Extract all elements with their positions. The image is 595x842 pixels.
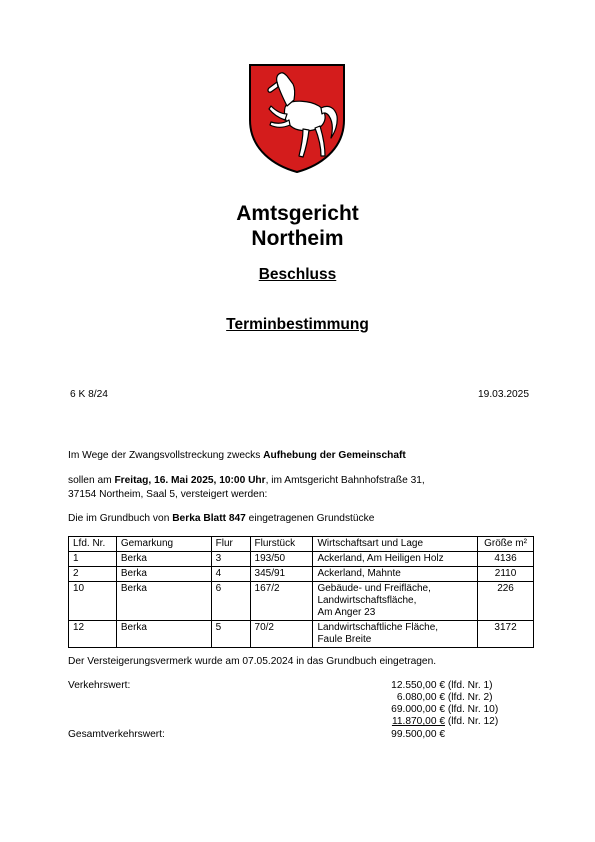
cell-gemarkung: Berka: [116, 567, 211, 582]
cell-lage-line: Landwirtschaftliche Fläche,: [317, 622, 439, 633]
schedule-line1: [68, 474, 425, 487]
col-header-groesse: Größe m²: [478, 537, 534, 552]
cell-lage: [313, 621, 478, 648]
cell-lage-line: Landwirtschaftsfläche,: [317, 595, 417, 606]
cell-flur: 6: [211, 582, 250, 621]
valuation-ref: (lfd. Nr. 2): [447, 692, 493, 703]
cell-flurstueck: 193/50: [250, 552, 313, 567]
table-row: [69, 582, 534, 621]
valuation-ref: (lfd. Nr. 1): [447, 680, 493, 691]
intro-prefix: Im Wege der Zwangsvollstreckung zwecks: [68, 450, 264, 461]
cell-groesse: 226: [478, 582, 534, 621]
intro-line: [68, 449, 406, 462]
cell-lage: [313, 582, 478, 621]
cell-flur: 3: [211, 552, 250, 567]
cell-groesse: 3172: [478, 621, 534, 648]
col-header-gemarkung: Gemarkung: [116, 537, 211, 552]
table-row: [69, 567, 534, 582]
case-number: 6 K 8/24: [70, 389, 108, 400]
valuation-item: [388, 680, 493, 693]
total-valuation-label: Gesamtverkehrswert:: [68, 729, 165, 740]
cell-lage: Ackerland, Mahnte: [313, 567, 478, 582]
col-header-flur: Flur: [211, 537, 250, 552]
cell-nr: 1: [69, 552, 117, 567]
court-name-line2: Northeim: [251, 227, 344, 250]
valuation-amount: 6.080,00 €: [396, 692, 445, 703]
valuation-item: [388, 716, 498, 729]
cell-gemarkung: Berka: [116, 621, 211, 648]
cell-nr: 2: [69, 567, 117, 582]
cell-nr: 10: [69, 582, 117, 621]
table-header-row: [69, 537, 534, 552]
cell-groesse: 4136: [478, 552, 534, 567]
total-valuation: [388, 729, 445, 742]
register-prefix: Die im Grundbuch von: [68, 513, 173, 524]
register-line: [68, 512, 374, 525]
schedule-bold: Freitag, 16. Mai 2025, 10:00 Uhr: [114, 475, 266, 486]
register-bold: Berka Blatt 847: [172, 513, 246, 524]
cell-lage-line: Am Anger 23: [317, 607, 376, 618]
valuation-ref: (lfd. Nr. 10): [447, 704, 499, 715]
table-row: [69, 552, 534, 567]
register-suffix: eingetragenen Grundstücke: [245, 513, 375, 524]
document-subject: Terminbestimmung: [226, 316, 369, 333]
cell-flurstueck: 167/2: [250, 582, 313, 621]
valuation-amount: 12.550,00 €: [391, 680, 445, 691]
lower-saxony-horse-crest-icon: [247, 62, 347, 174]
cell-flurstueck: 70/2: [250, 621, 313, 648]
parcel-table: [68, 536, 534, 648]
document-date: 19.03.2025: [478, 389, 529, 400]
schedule-suffix: , im Amtsgericht Bahnhofstraße 31,: [265, 475, 425, 486]
cell-flur: 4: [211, 567, 250, 582]
cell-flurstueck: 345/91: [250, 567, 313, 582]
schedule-prefix: sollen am: [68, 475, 115, 486]
cell-nr: 12: [69, 621, 117, 648]
valuation-ref: (lfd. Nr. 12): [447, 716, 499, 727]
table-row: [69, 621, 534, 648]
valuation-item: [388, 704, 498, 717]
intro-bold: Aufhebung der Gemeinschaft: [263, 450, 406, 461]
schedule-line2: 37154 Northeim, Saal 5, versteigert werden:: [68, 489, 268, 500]
cell-lage-line: Faule Breite: [317, 634, 372, 645]
col-header-nr: Lfd. Nr.: [69, 537, 117, 552]
col-header-flurstueck: Flurstück: [250, 537, 313, 552]
cell-lage-line: Gebäude- und Freifläche,: [317, 583, 431, 594]
total-valuation-amount: 99.500,00 €: [391, 729, 445, 740]
cell-gemarkung: Berka: [116, 552, 211, 567]
valuation-label: Verkehrswert:: [68, 680, 131, 691]
cell-lage: Ackerland, Am Heiligen Holz: [313, 552, 478, 567]
court-name-line1: Amtsgericht: [236, 202, 359, 225]
valuation-amount: 69.000,00 €: [391, 704, 445, 715]
document-type: Beschluss: [258, 266, 337, 283]
col-header-lage: Wirtschaftsart und Lage: [313, 537, 478, 552]
valuation-item: [388, 692, 493, 705]
cell-flur: 5: [211, 621, 250, 648]
cell-gemarkung: Berka: [116, 582, 211, 621]
cell-groesse: 2110: [478, 567, 534, 582]
valuation-amount: 11.870,00 €: [391, 716, 445, 727]
vermerk-line: Der Versteigerungsvermerk wurde am 07.05.2024 in das Grundbuch eingetragen.: [68, 656, 437, 667]
